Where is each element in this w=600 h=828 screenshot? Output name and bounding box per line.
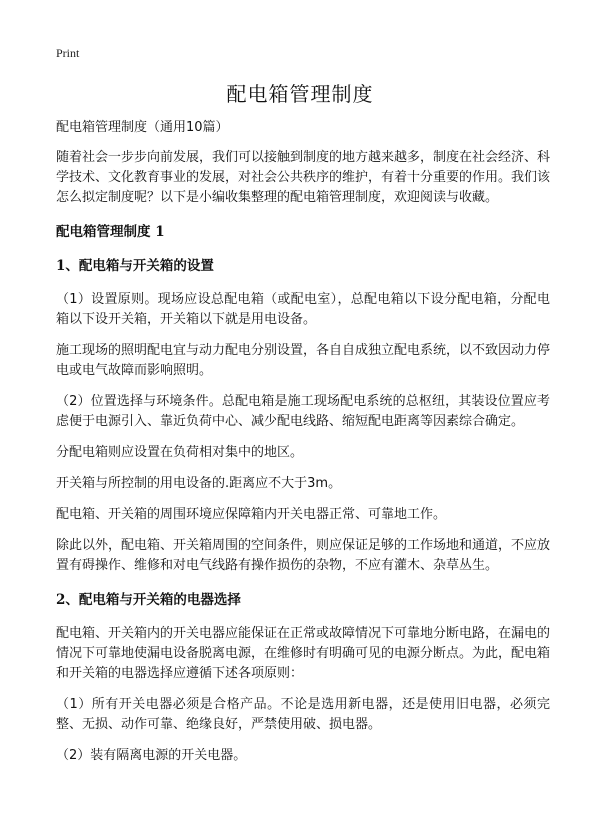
subsection-heading: 1、配电箱与开关箱的设置 bbox=[56, 258, 214, 274]
section-heading: 配电箱管理制度 1 bbox=[56, 224, 165, 240]
document-body bbox=[56, 118, 550, 766]
paragraph: 开关箱与所控制的用电设备的.距离应不大于3m。 bbox=[56, 476, 342, 491]
document-title: 配电箱管理制度 bbox=[226, 82, 374, 106]
paragraph: （1）设置原则。现场应设总配电箱（或配电室），总配电箱以下设分配电箱，分配电箱以下设开关箱，开关箱以下就是用电设备。 bbox=[56, 292, 550, 327]
intro-paragraph: 随着社会一步步向前发展，我们可以接触到制度的地方越来越多，制度在社会经济、科学技术、文化教育事业的发展，对社会公共秩序的维护，有着十分重要的作用。我们该怎么拟定制度呢？以下是小编收集整理的配电箱管理制度，欢迎阅读与收藏。 bbox=[56, 150, 551, 205]
paragraph: 配电箱、开关箱内的开关电器应能保证在正常或故障情况下可靠地分断电路，在漏电的情况下可靠地使漏电设备脱离电源，在维修时有明确可见的电源分断点。为此，配电箱和开关箱的电器选择应遵循下述各项原则： bbox=[56, 626, 551, 681]
print-label: Print bbox=[56, 46, 80, 60]
paragraph: （1）所有开关电器必须是合格产品。不论是选用新电器，还是使用旧电器，必须完整、无损、动作可靠、绝缘良好，严禁使用破、损电器。 bbox=[56, 697, 550, 732]
paragraph: 除此以外，配电箱、开关箱周围的空间条件，则应保证足够的工作场地和通道，不应放置有碍操作、维修和对电气线路有操作损伤的杂物，不应有灌木、杂草丛生。 bbox=[56, 538, 551, 573]
paragraph: 配电箱、开关箱的周围环境应保障箱内开关电器正常、可靠地工作。 bbox=[56, 507, 447, 522]
paragraph: 分配电箱则应设置在负荷相对集中的地区。 bbox=[56, 445, 304, 460]
subsection-heading: 2、配电箱与开关箱的电器选择 bbox=[56, 592, 241, 608]
document-subtitle: 配电箱管理制度（通用10篇） bbox=[56, 120, 229, 135]
paragraph: （2）位置选择与环境条件。总配电箱是施工现场配电系统的总枢纽，其装设位置应考虑便于电源引入、靠近负荷中心、减少配电线路、缩短配电距离等因素综合确定。 bbox=[56, 394, 550, 429]
paragraph: （2）装有隔离电源的开关电器。 bbox=[56, 748, 247, 763]
paragraph: 施工现场的照明配电宜与动力配电分别设置，各自自成独立配电系统，以不致因动力停电或电气故障而影响照明。 bbox=[56, 343, 551, 378]
